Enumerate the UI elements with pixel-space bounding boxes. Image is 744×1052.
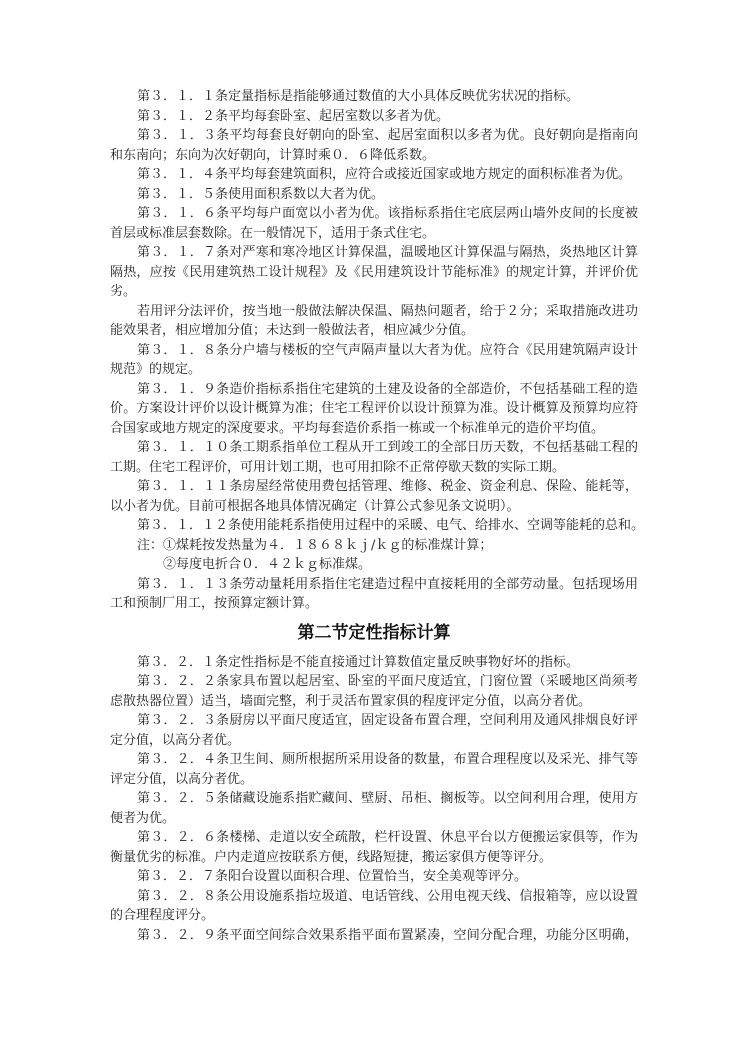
paragraph (110, 653, 638, 673)
paragraph (110, 87, 638, 107)
text-line: 第３．１．２条平均每套卧室、起居室数以多者为优。 (137, 108, 450, 124)
paragraph (110, 126, 638, 165)
text-line: 第３．１．５条使用面积系数以大者为优。 (137, 186, 385, 202)
text-line: 第３．１．１０条工期系指单位工程从开工到竣工的全部日历天数，不包括基础工程的 (137, 440, 638, 455)
text-line: 定分值，以高分者优。 (110, 732, 241, 748)
text-line: 第３．２．３条厨房以平面尺度适宜，固定设备布置合理，空间利用及通风排烟良好评 (137, 713, 638, 728)
paragraph (110, 750, 638, 789)
text-line: 工期。住宅工程评价，可用计划工期，也可用扣除不正常停歇天数的实际工期。 (110, 459, 566, 475)
text-line: 第３．１．８条分户墙与楼板的空气声隔声量以大者为优。应符合《民用建筑隔声设计 (137, 342, 638, 358)
text-line: 虑散热器位置）适当，墙面完整，利于灵活布置家俱的程度评定分值，以高分者优。 (110, 693, 592, 709)
text-line: 的合理程度评分。 (110, 908, 215, 923)
text-line: 第３．２．６条楼梯、走道以安全疏散，栏杆设置、休息平台以方便搬运家俱等，作为 (137, 830, 638, 845)
paragraph (110, 575, 638, 614)
text-line: 和东南向；东向为次好朝向，计算时乘０．６降低系数。 (110, 147, 436, 163)
paragraph (110, 185, 638, 205)
paragraph (110, 341, 638, 380)
paragraph (110, 711, 638, 750)
document-body (110, 87, 645, 945)
text-line: 便者为优。 (110, 810, 176, 826)
text-line: 第３．２．８条公用设施系指垃圾道、电话管线、公用电视天线、信报箱等，应以设置 (137, 888, 638, 904)
paragraph (110, 867, 638, 887)
text-line: 第３．１．６条平均每户面宽以小者为优。该指标系指住宅底层两山墙外皮间的长度被 (137, 206, 638, 221)
paragraph (110, 107, 638, 127)
text-line: ②每度电折合０．４２ｋｇ标准煤。 (163, 557, 372, 572)
text-line: 第３．１．１２条使用能耗系指使用过程中的采暖、电气、给排水、空调等能耗的总和。 (137, 518, 645, 533)
text-line: 第３．２．２条家具布置以起居室、卧室的平面尺度适宜，门窗位置（采暖地区尚须考 (137, 674, 638, 689)
text-line: 合国家或地方规定的深度要求。平均每套造价系指一栋或一个标准单元的造价平均值。 (110, 420, 605, 436)
text-line: 隔热，应按《民用建筑热工设计规程》及《民用建筑设计节能标准》的规定计算，并评价优 (110, 264, 638, 280)
text-line: 劣。 (110, 284, 137, 299)
paragraph (110, 926, 638, 946)
paragraph (110, 536, 638, 556)
text-line: 第３．２．５条储藏设施系指贮藏间、壁厨、吊柜、搁板等。以空间利用合理，使用方 (137, 791, 638, 806)
text-line: 注：①煤耗按发热量为４．１８６８ｋｊ/ｋｇ的标准煤计算； (137, 537, 493, 553)
paragraph (110, 555, 638, 575)
paragraph (110, 438, 638, 477)
text-line: 评定分值，以高分者优。 (110, 771, 254, 787)
paragraph (110, 789, 638, 828)
paragraph (110, 243, 638, 302)
paragraph (110, 204, 638, 243)
text-line: 能效果者，相应增加分值；未达到一般做法者，相应减少分值。 (110, 323, 475, 338)
text-line: 第３．２．７条阳台设置以面积合理、位置恰当，安全美观等评分。 (137, 869, 528, 884)
text-line: 第３．２．９条平面空间综合效果系指平面布置紧凑，空间分配合理，功能分区明确， (137, 927, 638, 943)
text-line: 第３．２．４条卫生间、厕所根据所采用设备的数量，布置合理程度以及采光、排气等 (137, 752, 638, 767)
paragraph (110, 672, 638, 711)
text-line: 以小者为优。目前可根据各地具体情况确定（计算公式参见条文说明）。 (110, 498, 520, 514)
paragraph (110, 516, 645, 536)
paragraph (110, 165, 638, 185)
text-line: 衡量优劣的标准。户内走道应按联系方便，线路短捷，搬运家俱方便等评分。 (110, 849, 553, 865)
paragraph (110, 477, 638, 516)
paragraph (110, 828, 638, 867)
text-line: 首层或标准层套数除。在一般情况下，适用于条式住宅。 (110, 225, 436, 241)
text-line: 第３．１．７条对严寒和寒冷地区计算保温，温暖地区计算保温与隔热，炎热地区计算 (137, 245, 638, 260)
text-line: 第３．１．１３条劳动量耗用系指住宅建造过程中直接耗用的全部劳动量。包括现场用 (137, 576, 638, 592)
text-line: 价。方案设计评价以设计概算为准；住宅工程评价以设计预算为准。设计概算及预算均应符 (110, 401, 638, 416)
text-line: 第３．１．１条定量指标是指能够通过数值的大小具体反映优劣状况的指标。 (137, 89, 580, 104)
text-line: 第３．１．４条平均每套建筑面积，应符合或接近国家或地方规定的面积标准者为优。 (137, 167, 632, 182)
section-heading: 第二节定性指标计算 (297, 622, 451, 643)
text-line: 第３．１．１１条房屋经常使用费包括管理、维修、税金、资金利息、保险、能耗等， (137, 479, 638, 494)
paragraph (110, 887, 638, 926)
text-line: 规范》的规定。 (110, 362, 202, 377)
text-line: 工和预制厂用工，按预算定额计算。 (110, 596, 319, 611)
paragraph (110, 380, 638, 439)
text-line: 第３．１．９条造价指标系指住宅建筑的土建及设备的全部造价，不包括基础工程的造 (137, 381, 638, 397)
paragraph (110, 302, 638, 341)
text-line: 第３．１．３条平均每套良好朝向的卧室、起居室面积以多者为优。良好朝向是指南向 (137, 128, 638, 143)
text-line: 若用评分法评价，按当地一般做法解决保温、隔热问题者，给于２分；采取措施改进功 (137, 303, 638, 319)
text-line: 第３．２．１条定性指标是不能直接通过计算数值定量反映事物好坏的指标。 (137, 654, 580, 670)
